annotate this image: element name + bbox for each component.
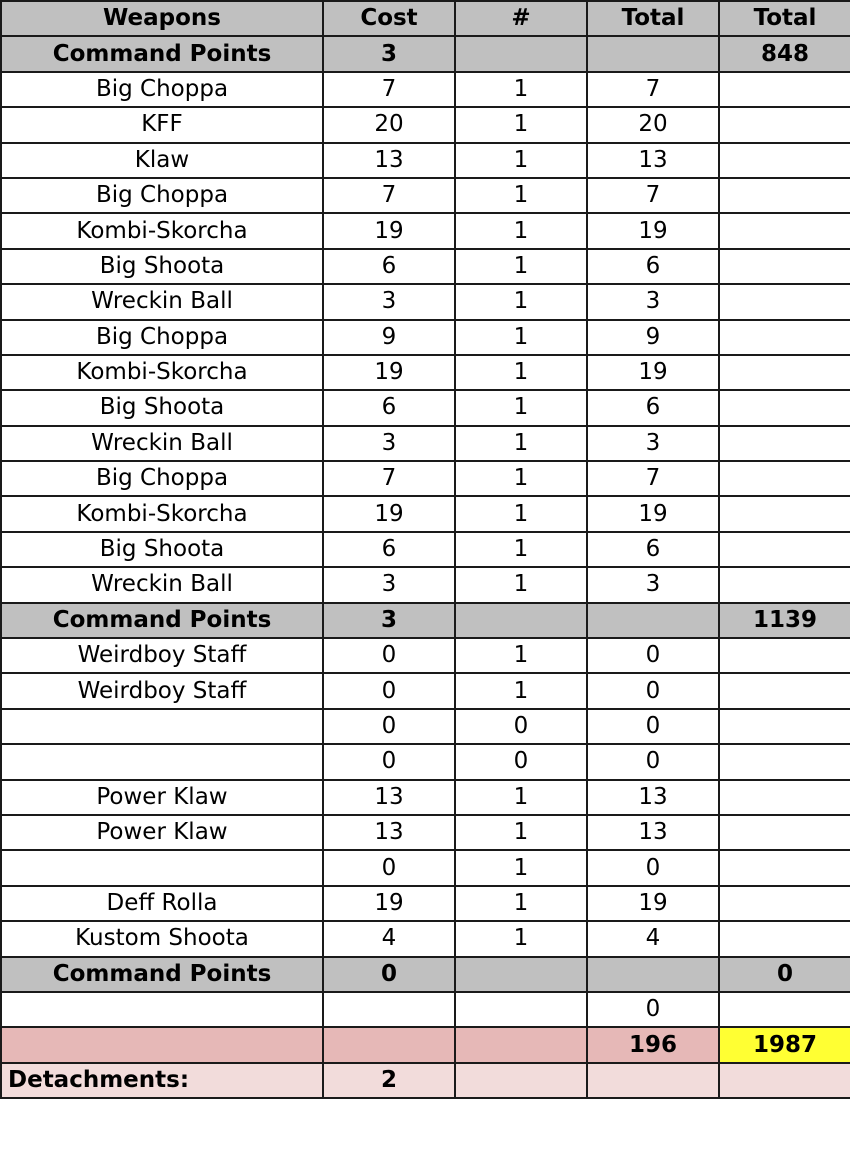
weapon-cell: Big Shoota <box>1 390 323 425</box>
header-total: Total <box>587 1 719 36</box>
cost-cell: 7 <box>323 461 455 496</box>
cost-cell: 20 <box>323 107 455 142</box>
cost-cell: 7 <box>323 178 455 213</box>
count-cell <box>455 992 587 1027</box>
grand-total-cell <box>719 815 850 850</box>
grand-total-cell <box>719 178 850 213</box>
cost-cell: 19 <box>323 496 455 531</box>
grand-total-cell <box>719 850 850 885</box>
total-cell: 20 <box>587 107 719 142</box>
table-row <box>1 107 850 142</box>
weapon-cell: Klaw <box>1 143 323 178</box>
total-cell: 0 <box>587 709 719 744</box>
cost-cell: 19 <box>323 886 455 921</box>
weapon-cell: Kombi-Skorcha <box>1 355 323 390</box>
count-cell: 1 <box>455 815 587 850</box>
weapon-cell: Kombi-Skorcha <box>1 213 323 248</box>
grand-total-cell <box>719 426 850 461</box>
total-cell: 19 <box>587 886 719 921</box>
total-cell: 3 <box>587 567 719 602</box>
weapon-cell: Wreckin Ball <box>1 284 323 319</box>
count-cell: 1 <box>455 213 587 248</box>
total-cell: 3 <box>587 284 719 319</box>
count-cell: 1 <box>455 567 587 602</box>
total-cell: 19 <box>587 496 719 531</box>
count-cell: 0 <box>455 744 587 779</box>
table-row <box>1 213 850 248</box>
table-row <box>1 320 850 355</box>
weapon-cell: Big Choppa <box>1 178 323 213</box>
cost-cell: 0 <box>323 638 455 673</box>
grand-total-cell <box>719 461 850 496</box>
count-cell: 1 <box>455 886 587 921</box>
grand-total-cell <box>719 780 850 815</box>
grand-total-cell <box>719 355 850 390</box>
total-cell: 0 <box>587 638 719 673</box>
table-row <box>1 850 850 885</box>
count-cell: 1 <box>455 284 587 319</box>
count-cell: 1 <box>455 496 587 531</box>
count-cell <box>455 1063 587 1098</box>
count-cell: 1 <box>455 532 587 567</box>
table-row <box>1 886 850 921</box>
table-row <box>1 921 850 956</box>
total-cell: 4 <box>587 921 719 956</box>
count-cell: 1 <box>455 461 587 496</box>
header-grand-total: Total <box>719 1 850 36</box>
cost-cell: 13 <box>323 780 455 815</box>
grand-total-cell: 848 <box>719 36 850 71</box>
count-cell <box>455 1027 587 1062</box>
total-cell <box>587 36 719 71</box>
header-cost: Cost <box>323 1 455 36</box>
grand-total-cell <box>719 72 850 107</box>
total-cell: 6 <box>587 532 719 567</box>
total-cell: 3 <box>587 426 719 461</box>
count-cell: 1 <box>455 780 587 815</box>
command-points-row <box>1 36 850 71</box>
grand-total-cell: 1987 <box>719 1027 850 1062</box>
weapon-cell: Big Shoota <box>1 249 323 284</box>
detachments-row <box>1 1063 850 1098</box>
table-row <box>1 532 850 567</box>
total-cell: 7 <box>587 178 719 213</box>
cost-cell: 19 <box>323 213 455 248</box>
cost-cell <box>323 1027 455 1062</box>
table-row <box>1 355 850 390</box>
total-cell: 9 <box>587 320 719 355</box>
command-points-row <box>1 603 850 638</box>
weapon-cell: Kombi-Skorcha <box>1 496 323 531</box>
header-row <box>1 1 850 36</box>
count-cell: 1 <box>455 107 587 142</box>
cost-cell: 3 <box>323 426 455 461</box>
grand-total-cell <box>719 992 850 1027</box>
count-cell <box>455 36 587 71</box>
grand-total-cell <box>719 249 850 284</box>
count-cell: 1 <box>455 143 587 178</box>
table-row <box>1 992 850 1027</box>
grand-total-cell <box>719 709 850 744</box>
weapon-cell: Power Klaw <box>1 780 323 815</box>
weapon-cell: Big Shoota <box>1 532 323 567</box>
cost-cell: 3 <box>323 284 455 319</box>
total-cell: 19 <box>587 355 719 390</box>
count-cell: 1 <box>455 249 587 284</box>
grand-total-cell <box>719 673 850 708</box>
weapon-cell: Command Points <box>1 603 323 638</box>
grand-total-cell <box>719 744 850 779</box>
cost-cell: 6 <box>323 249 455 284</box>
table-row <box>1 496 850 531</box>
total-cell: 13 <box>587 815 719 850</box>
total-cell: 6 <box>587 390 719 425</box>
count-cell: 1 <box>455 638 587 673</box>
header-weapons: Weapons <box>1 1 323 36</box>
count-cell: 1 <box>455 178 587 213</box>
grand-total-cell <box>719 107 850 142</box>
grand-total-cell: 0 <box>719 957 850 992</box>
grand-total-cell <box>719 1063 850 1098</box>
command-points-row <box>1 957 850 992</box>
table-row <box>1 709 850 744</box>
grand-total-cell: 1139 <box>719 603 850 638</box>
table-row <box>1 178 850 213</box>
table-row <box>1 567 850 602</box>
header-count: # <box>455 1 587 36</box>
total-cell <box>587 957 719 992</box>
count-cell: 1 <box>455 426 587 461</box>
total-cell: 7 <box>587 461 719 496</box>
count-cell: 1 <box>455 72 587 107</box>
table-row <box>1 815 850 850</box>
total-cell: 13 <box>587 143 719 178</box>
weapon-cell: Detachments: <box>1 1063 323 1098</box>
table-row <box>1 744 850 779</box>
weapon-cell: Big Choppa <box>1 72 323 107</box>
grand-total-cell <box>719 567 850 602</box>
totals-row <box>1 1027 850 1062</box>
weapon-cell <box>1 1027 323 1062</box>
table-row <box>1 143 850 178</box>
cost-cell: 0 <box>323 709 455 744</box>
count-cell <box>455 957 587 992</box>
weapon-cell: Weirdboy Staff <box>1 673 323 708</box>
table-body <box>1 36 850 1098</box>
weapon-cell: Deff Rolla <box>1 886 323 921</box>
weapon-cell: Big Choppa <box>1 461 323 496</box>
total-cell: 0 <box>587 744 719 779</box>
weapon-cell: Weirdboy Staff <box>1 638 323 673</box>
total-cell: 6 <box>587 249 719 284</box>
weapon-cell <box>1 850 323 885</box>
cost-cell: 6 <box>323 390 455 425</box>
total-cell: 13 <box>587 780 719 815</box>
cost-cell: 13 <box>323 143 455 178</box>
weapon-cell <box>1 992 323 1027</box>
grand-total-cell <box>719 886 850 921</box>
cost-cell: 3 <box>323 567 455 602</box>
cost-cell: 0 <box>323 673 455 708</box>
count-cell: 1 <box>455 320 587 355</box>
total-cell: 196 <box>587 1027 719 1062</box>
table-row <box>1 780 850 815</box>
weapon-cell <box>1 709 323 744</box>
table-row <box>1 72 850 107</box>
grand-total-cell <box>719 284 850 319</box>
cost-cell: 13 <box>323 815 455 850</box>
count-cell <box>455 603 587 638</box>
weapon-cell: Wreckin Ball <box>1 567 323 602</box>
weapon-cell: Command Points <box>1 957 323 992</box>
count-cell: 1 <box>455 850 587 885</box>
cost-cell: 19 <box>323 355 455 390</box>
cost-cell: 3 <box>323 603 455 638</box>
total-cell: 0 <box>587 850 719 885</box>
cost-cell: 3 <box>323 36 455 71</box>
cost-cell: 0 <box>323 850 455 885</box>
table-row <box>1 461 850 496</box>
table-row <box>1 426 850 461</box>
total-cell <box>587 1063 719 1098</box>
cost-cell: 0 <box>323 957 455 992</box>
grand-total-cell <box>719 638 850 673</box>
table-row <box>1 284 850 319</box>
weapon-cell <box>1 744 323 779</box>
weapon-cell: Wreckin Ball <box>1 426 323 461</box>
weapon-cell: KFF <box>1 107 323 142</box>
cost-cell: 2 <box>323 1063 455 1098</box>
count-cell: 1 <box>455 355 587 390</box>
grand-total-cell <box>719 496 850 531</box>
cost-cell <box>323 992 455 1027</box>
total-cell: 19 <box>587 213 719 248</box>
table-row <box>1 390 850 425</box>
cost-cell: 4 <box>323 921 455 956</box>
total-cell: 0 <box>587 673 719 708</box>
cost-cell: 6 <box>323 532 455 567</box>
table-row <box>1 249 850 284</box>
count-cell: 0 <box>455 709 587 744</box>
total-cell: 0 <box>587 992 719 1027</box>
cost-cell: 0 <box>323 744 455 779</box>
cost-cell: 7 <box>323 72 455 107</box>
weapon-cell: Command Points <box>1 36 323 71</box>
grand-total-cell <box>719 532 850 567</box>
grand-total-cell <box>719 143 850 178</box>
total-cell: 7 <box>587 72 719 107</box>
weapon-cell: Big Choppa <box>1 320 323 355</box>
cost-cell: 9 <box>323 320 455 355</box>
table-row <box>1 638 850 673</box>
weapon-cell: Kustom Shoota <box>1 921 323 956</box>
grand-total-cell <box>719 921 850 956</box>
count-cell: 1 <box>455 673 587 708</box>
total-cell <box>587 603 719 638</box>
count-cell: 1 <box>455 921 587 956</box>
grand-total-cell <box>719 213 850 248</box>
weapon-cell: Power Klaw <box>1 815 323 850</box>
grand-total-cell <box>719 320 850 355</box>
count-cell: 1 <box>455 390 587 425</box>
table-row <box>1 673 850 708</box>
grand-total-cell <box>719 390 850 425</box>
